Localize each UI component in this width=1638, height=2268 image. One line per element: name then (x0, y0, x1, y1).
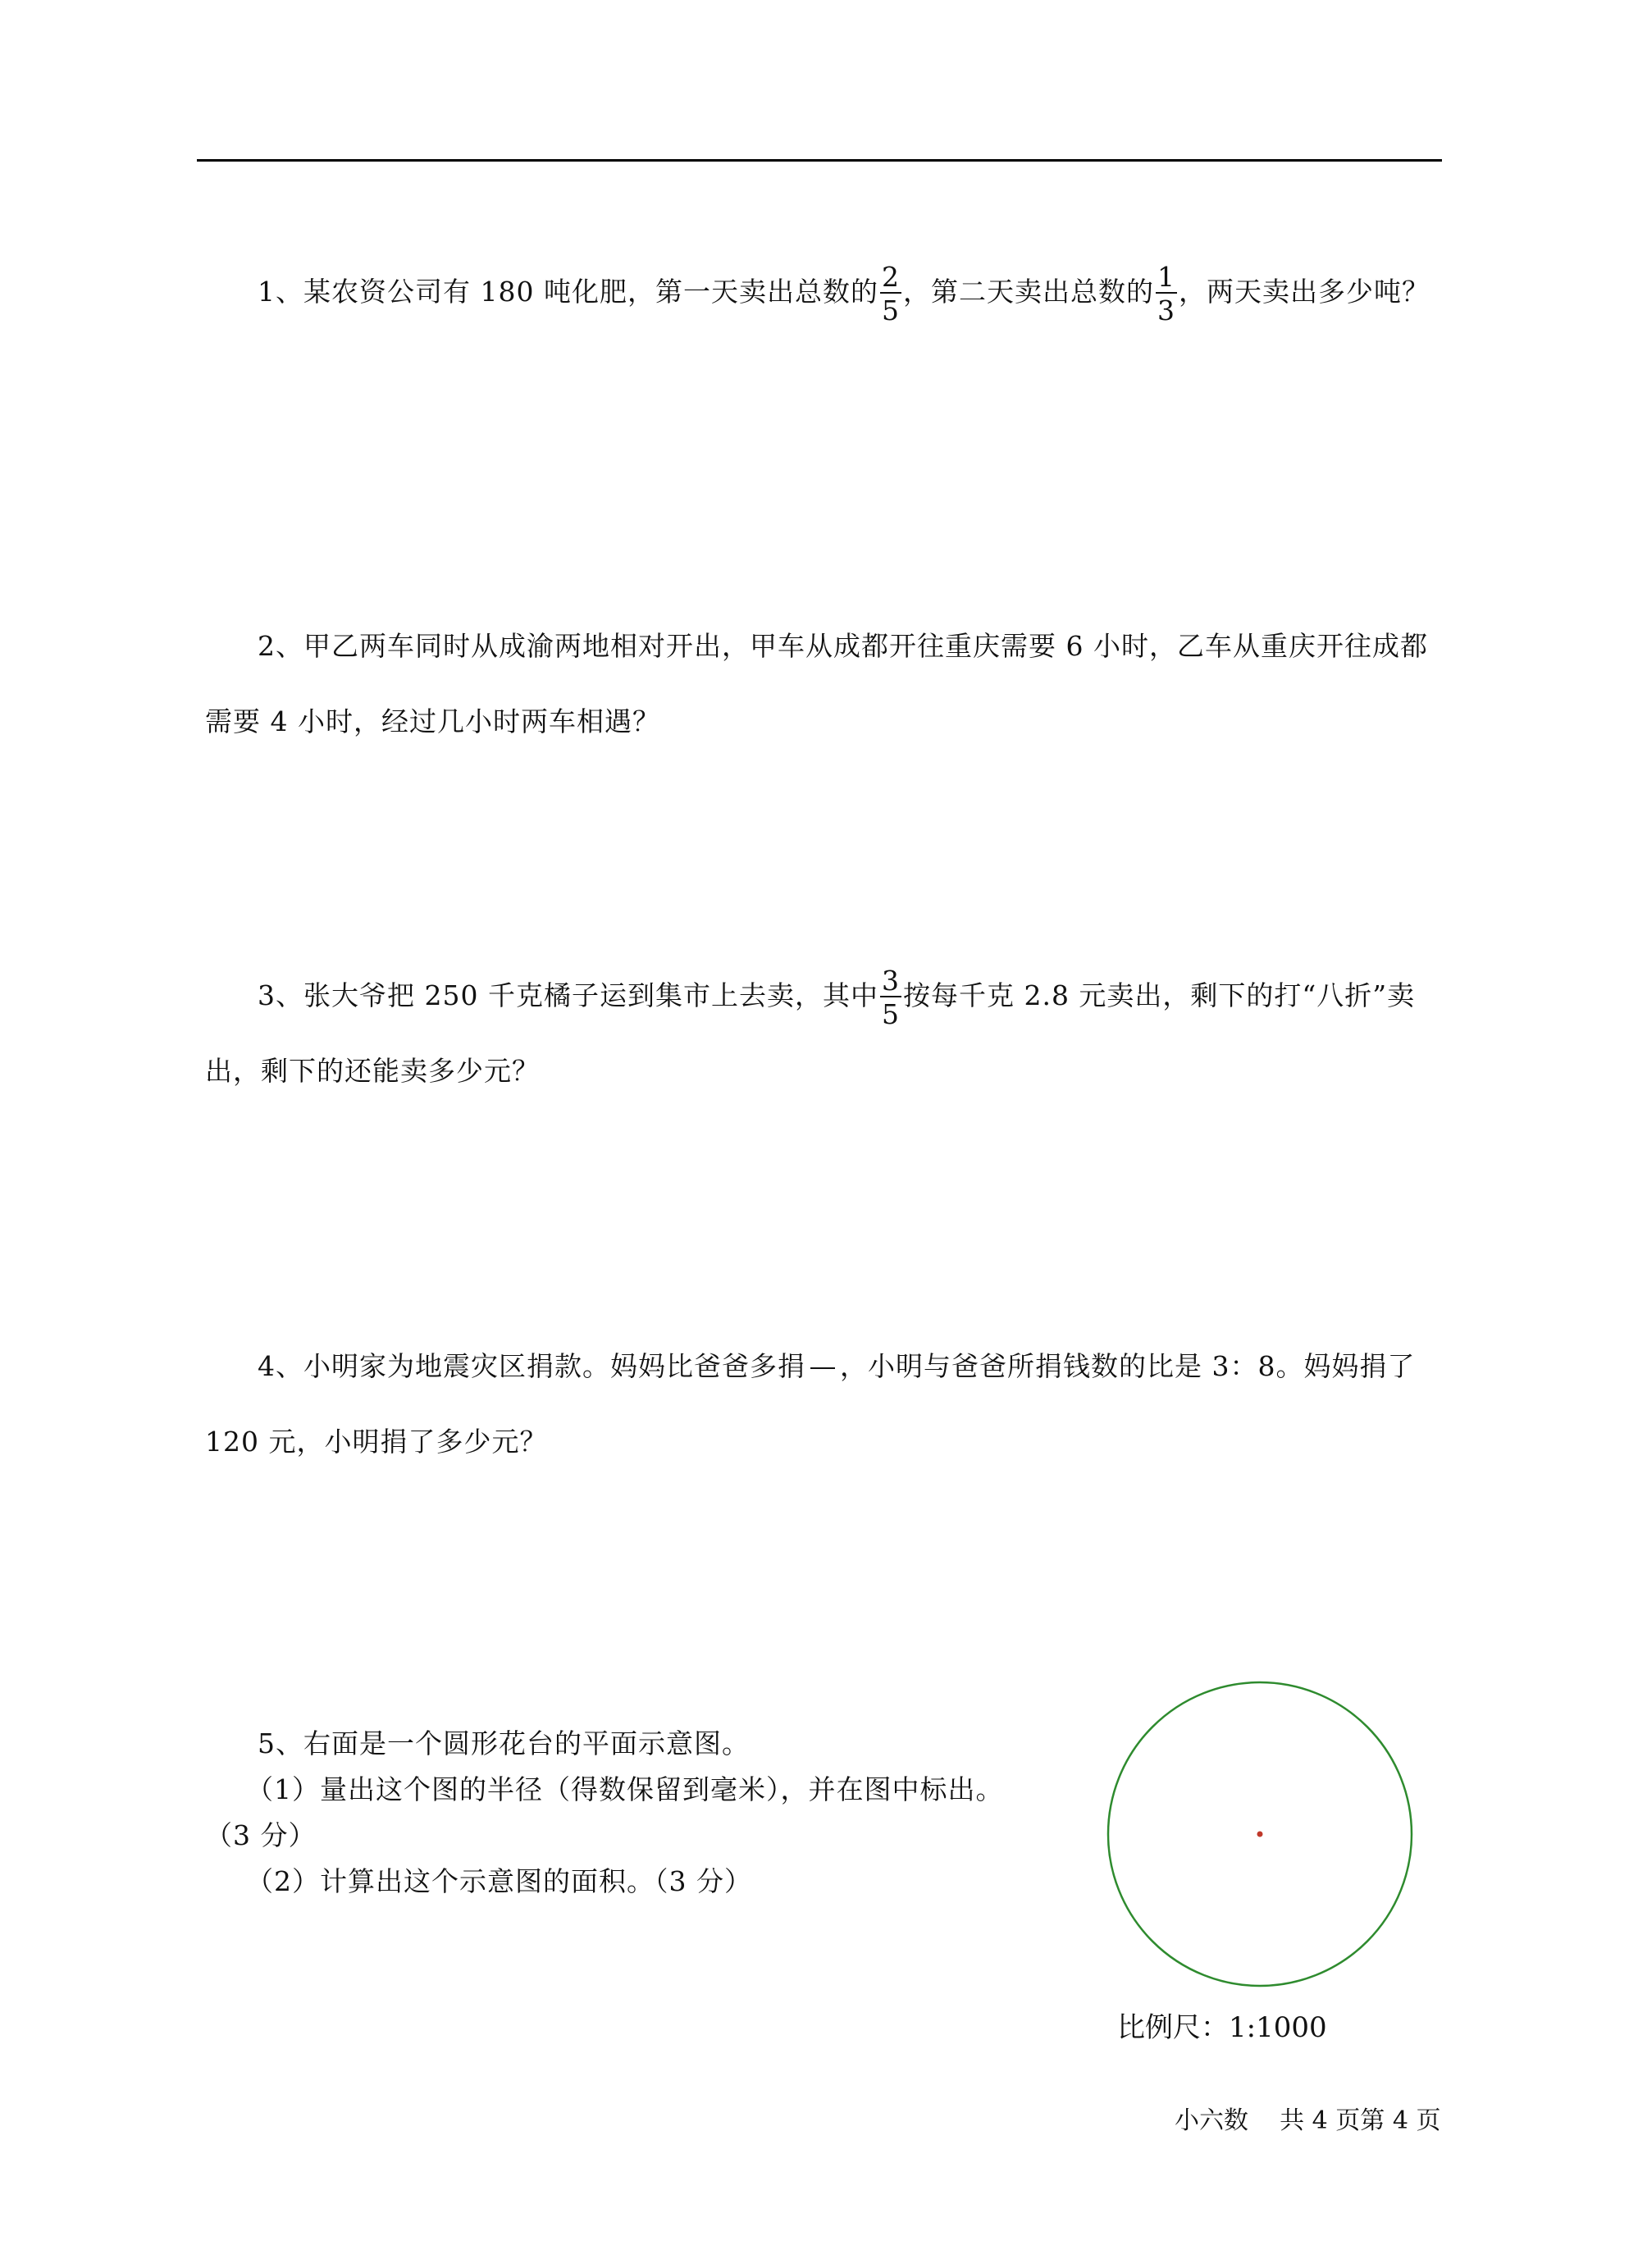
fraction-denominator: 5 (881, 998, 900, 1030)
fraction-numerator: 3 (881, 965, 900, 997)
q5-part-2: （2）计算出这个示意图的面积。（3 分） (246, 1865, 752, 1897)
q5-part-1-score: （3 分） (205, 1819, 317, 1851)
page-footer: 小六数 共 4 页第 4 页 (1175, 2106, 1441, 2135)
fraction-two-fifths (880, 263, 901, 324)
fraction-denominator: 5 (881, 294, 900, 326)
q5-intro: 5、右面是一个圆形花台的平面示意图。 (258, 1727, 750, 1759)
q4-text-end: ，小明与爸爸所捐钱数的比是 3：8。妈妈捐了 120 元，小明捐了多少元？ (205, 1350, 1416, 1458)
missing-fraction-bar (810, 1367, 835, 1369)
q1-text-start: 1、某农资公司有 180 吨化肥，第一天卖出总数的 (258, 276, 878, 308)
q2-text: 2、甲乙两车同时从成渝两地相对开出，甲车从成都开往重庆需要 6 小时，乙车从重庆开往成都需要 4 小时，经过几小时两车相遇？ (205, 630, 1428, 737)
fraction-three-fifths (880, 967, 901, 1028)
circle-center-point (1257, 1832, 1263, 1837)
question-1 (205, 254, 1444, 330)
question-3 (205, 958, 1444, 1109)
fraction-numerator: 1 (1157, 261, 1175, 293)
q1-text-end: ，两天卖出多少吨？ (1178, 276, 1430, 308)
scale-label: 比例尺：1:1000 (1117, 2011, 1327, 2044)
q1-text-middle: ，第二天卖出总数的 (902, 276, 1154, 308)
fraction-denominator: 3 (1157, 294, 1175, 326)
header-rule (197, 159, 1442, 162)
fraction-one-third (1156, 263, 1177, 324)
q4-text-start: 4、小明家为地震灾区捐款。妈妈比爸爸多捐 (258, 1350, 805, 1382)
q5-part-1: （1）量出这个图的半径（得数保留到毫米），并在图中标出。 (246, 1773, 1004, 1805)
question-2 (205, 609, 1444, 760)
question-5 (205, 1721, 1116, 1905)
q3-text-start: 3、张大爷把 250 千克橘子运到集市上去卖，其中 (258, 979, 878, 1011)
flower-bed-diagram (1099, 1673, 1427, 2001)
fraction-numerator: 2 (881, 261, 900, 293)
question-4 (205, 1329, 1444, 1480)
q3-text-end: 按每千克 2.8 元卖出，剩下的打“八折”卖出，剩下的还能卖多少元？ (205, 979, 1416, 1087)
